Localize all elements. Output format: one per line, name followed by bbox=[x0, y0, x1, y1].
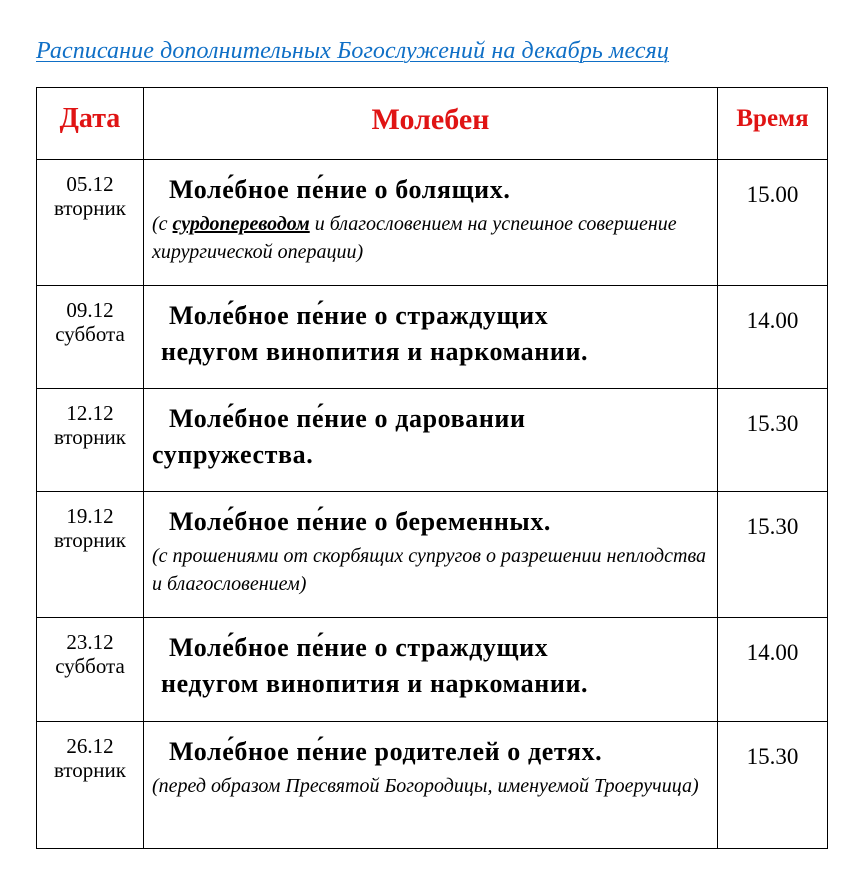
time-cell: 14.00 bbox=[718, 618, 828, 722]
prayer-title bbox=[152, 298, 711, 370]
time-cell: 15.00 bbox=[718, 160, 828, 286]
schedule-table bbox=[36, 87, 828, 849]
time-cell: 14.00 bbox=[718, 286, 828, 389]
note-emphasis: сурдопереводом bbox=[172, 213, 310, 235]
date-value: 19.12 bbox=[66, 504, 114, 528]
note-text: и благословением на успешное совершение хирургической операции) bbox=[152, 213, 677, 263]
weekday-value: суббота bbox=[55, 322, 125, 346]
date-cell bbox=[37, 389, 144, 492]
prayer-note bbox=[152, 210, 711, 266]
table-row bbox=[37, 286, 828, 389]
prayer-cell bbox=[144, 722, 718, 849]
date-value: 05.12 bbox=[66, 172, 114, 196]
weekday-value: вторник bbox=[54, 758, 126, 782]
prayer-title-line2: недугом винопития и наркомании. bbox=[161, 337, 589, 366]
date-cell bbox=[37, 618, 144, 722]
page-title: Расписание дополнительных Богослужений на декабрь месяц bbox=[36, 38, 670, 64]
prayer-note: (перед образом Пресвятой Богородицы, именуемой Троеручица) bbox=[152, 775, 699, 797]
prayer-title: Моле́бное пе́ние о болящих. bbox=[169, 175, 511, 204]
table-row bbox=[37, 492, 828, 618]
prayer-cell bbox=[144, 389, 718, 492]
weekday-value: вторник bbox=[54, 528, 126, 552]
weekday-value: вторник bbox=[54, 196, 126, 220]
prayer-cell bbox=[144, 160, 718, 286]
header-prayer: Молебен bbox=[144, 88, 718, 160]
header-time: Время bbox=[718, 88, 828, 160]
date-value: 23.12 bbox=[66, 630, 114, 654]
prayer-title-line1: Моле́бное пе́ние о страждущих bbox=[169, 301, 549, 330]
note-text: (с bbox=[152, 213, 173, 235]
table-row bbox=[37, 722, 828, 849]
prayer-cell bbox=[144, 286, 718, 389]
header-row bbox=[37, 88, 828, 160]
prayer-title bbox=[152, 630, 711, 702]
time-cell: 15.30 bbox=[718, 389, 828, 492]
weekday-value: вторник bbox=[54, 425, 126, 449]
date-cell bbox=[37, 160, 144, 286]
prayer-title-line1: Моле́бное пе́ние о даровании bbox=[169, 404, 526, 433]
header-date: Дата bbox=[37, 88, 144, 160]
date-cell bbox=[37, 722, 144, 849]
table-row bbox=[37, 618, 828, 722]
prayer-title-line2: супружества. bbox=[152, 440, 314, 469]
time-cell: 15.30 bbox=[718, 722, 828, 849]
prayer-title-line2: недугом винопития и наркомании. bbox=[161, 669, 589, 698]
prayer-title bbox=[152, 401, 711, 473]
table-row bbox=[37, 160, 828, 286]
prayer-note: (с прошениями от скорбящих супругов о разрешении неплодства и благословением) bbox=[152, 545, 707, 595]
prayer-title: Моле́бное пе́ние родителей о детях. bbox=[169, 737, 603, 766]
weekday-value: суббота bbox=[55, 654, 125, 678]
date-value: 12.12 bbox=[66, 401, 114, 425]
date-value: 09.12 bbox=[66, 298, 114, 322]
date-value: 26.12 bbox=[66, 734, 114, 758]
prayer-cell bbox=[144, 492, 718, 618]
date-cell bbox=[37, 492, 144, 618]
prayer-title: Моле́бное пе́ние о беременных. bbox=[169, 507, 552, 536]
time-cell: 15.30 bbox=[718, 492, 828, 618]
prayer-cell bbox=[144, 618, 718, 722]
date-cell bbox=[37, 286, 144, 389]
table-row bbox=[37, 389, 828, 492]
prayer-title-line1: Моле́бное пе́ние о страждущих bbox=[169, 633, 549, 662]
